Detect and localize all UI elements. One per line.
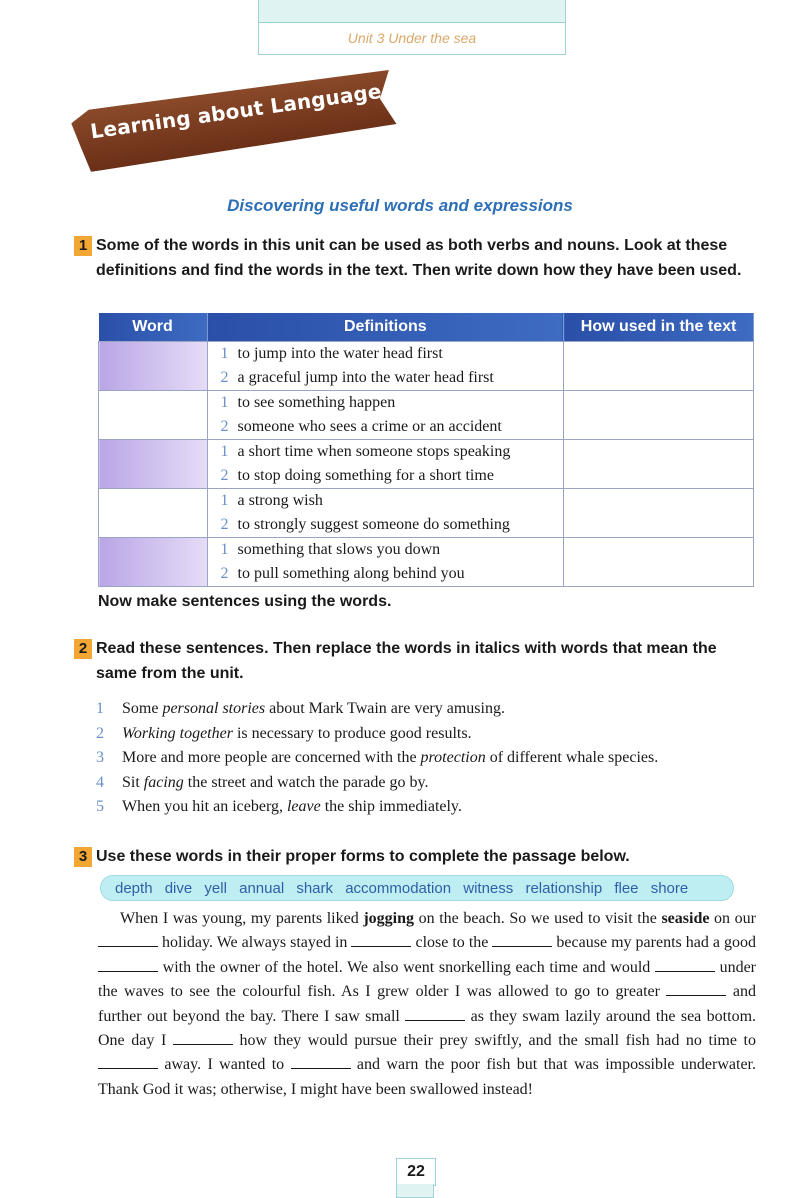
sentence-text: the street and watch the parade go by.	[183, 773, 429, 791]
definition-number: 1	[220, 394, 229, 411]
answer-blank[interactable]	[666, 981, 726, 996]
word-bank-item: dive	[164, 880, 193, 897]
passage-text: under the waves to see the colourful fish. As I grew older I was allowed to go to greater	[98, 958, 756, 1001]
example-answer: seaside	[661, 910, 710, 927]
definition-line	[208, 513, 564, 537]
usage-cell	[564, 538, 754, 587]
header-wave-decoration	[259, 0, 565, 23]
answer-blank[interactable]	[98, 1054, 158, 1069]
col-header-usage: How used in the text	[564, 313, 754, 342]
word-bank-item: flee	[614, 880, 639, 897]
word-cell	[99, 440, 208, 489]
definition-line	[208, 366, 564, 390]
passage-text: and further out beyond the bay. There I saw small	[98, 983, 756, 1025]
sentence-text: the ship immediately.	[320, 798, 462, 815]
definition-line	[208, 415, 564, 439]
page-number-tab	[396, 1184, 434, 1198]
answer-blank[interactable]	[405, 1006, 465, 1021]
usage-cell	[564, 489, 754, 538]
definition-line	[208, 538, 564, 562]
definition-text: someone who sees a crime or an accident	[237, 418, 502, 435]
passage-text: When I was young, my parents liked	[120, 910, 364, 927]
word-bank-item: yell	[204, 880, 227, 897]
sentence-number: 1	[96, 700, 104, 717]
sentence-number: 2	[96, 724, 104, 742]
sentence-text: of different whale species.	[485, 749, 659, 766]
col-header-definitions: Definitions	[207, 313, 564, 342]
definition-text: a graceful jump into the water head first	[237, 369, 494, 386]
page-number: 22	[396, 1158, 436, 1186]
list-item	[96, 697, 756, 722]
definition-text: to jump into the water head first	[237, 345, 443, 362]
word-bank-item: annual	[239, 880, 285, 897]
usage-cell	[564, 391, 754, 440]
definition-line	[208, 440, 564, 464]
list-item	[96, 746, 756, 771]
definition-number: 1	[220, 492, 229, 509]
word-bank	[100, 875, 734, 901]
exercise-1-text: Some of the words in this unit can be used as both verbs and nouns. Look at these definitions and find the words in the text. Then write down how they have been used.	[96, 237, 742, 279]
italic-phrase: facing	[143, 773, 184, 791]
definitions-cell	[207, 440, 564, 489]
definition-text: a short time when someone stops speaking	[237, 443, 511, 460]
exercise-3-number: 3	[74, 847, 92, 867]
cloze-passage	[98, 907, 756, 1102]
word-bank-item: depth	[115, 880, 153, 897]
banner-title: Learning about Language	[88, 78, 383, 144]
word-cell	[99, 342, 208, 391]
sentence-text: When you hit an iceberg,	[122, 798, 287, 815]
sentence-number: 3	[96, 749, 104, 766]
definition-text: to pull something along behind you	[237, 565, 465, 582]
definition-line	[208, 562, 564, 586]
definition-number: 2	[220, 418, 229, 435]
exercise-2-number: 2	[74, 639, 92, 659]
word-bank-item: shore	[650, 880, 689, 897]
word-bank-item: witness	[463, 880, 514, 897]
list-item	[96, 771, 756, 796]
word-cell	[99, 391, 208, 440]
passage-text: close to the	[411, 934, 493, 952]
example-answer: jogging	[363, 910, 415, 927]
table-row	[99, 391, 754, 440]
table-row	[99, 538, 754, 587]
definition-number: 2	[220, 369, 229, 386]
passage-text: on our	[709, 910, 756, 927]
passage-text: holiday. We always stayed in	[158, 934, 352, 952]
sentence-number: 5	[96, 798, 104, 815]
sentence-text: Sit	[122, 773, 144, 791]
italic-phrase: Working together	[122, 724, 233, 742]
italic-phrase: protection	[420, 749, 486, 766]
definitions-cell	[207, 489, 564, 538]
unit-label: Unit 3 Under the sea	[347, 30, 477, 46]
word-bank-item: shark	[296, 880, 334, 897]
table-row	[99, 440, 754, 489]
definition-text: to stop doing something for a short time	[237, 467, 494, 484]
definition-number: 1	[220, 541, 229, 558]
definitions-table	[98, 313, 754, 587]
definition-number: 2	[220, 516, 229, 533]
exercise-1-followup: Now make sentences using the words.	[98, 593, 392, 610]
word-bank-item: relationship	[525, 880, 603, 897]
definition-number: 1	[220, 345, 229, 362]
word-cell	[99, 538, 208, 587]
word-cell	[99, 489, 208, 538]
answer-blank[interactable]	[98, 957, 158, 972]
definition-text: something that slows you down	[237, 541, 441, 558]
definition-line	[208, 489, 564, 513]
definition-line	[208, 342, 564, 366]
exercise-3-instruction	[78, 844, 756, 869]
answer-blank[interactable]	[351, 932, 411, 947]
definition-number: 2	[220, 565, 229, 582]
exercise-1-number: 1	[74, 236, 92, 256]
definitions-cell	[207, 391, 564, 440]
unit-header	[258, 0, 566, 55]
definition-text: to see something happen	[237, 394, 396, 411]
definition-line	[208, 464, 564, 488]
word-bank-item: accommodation	[345, 880, 452, 897]
italic-phrase: leave	[286, 798, 321, 815]
col-header-word: Word	[99, 313, 208, 342]
definition-number: 2	[220, 467, 229, 484]
table-row	[99, 342, 754, 391]
definition-line	[208, 391, 564, 415]
passage-text: how they would pursue their prey swiftly, and the small fish had no time to	[232, 1032, 756, 1050]
sentence-text: More and more people are concerned with the	[122, 749, 421, 766]
exercise-1-instruction	[78, 233, 756, 283]
table-row	[99, 489, 754, 538]
definitions-cell	[207, 538, 564, 587]
usage-cell	[564, 440, 754, 489]
passage-text: because my parents had a good	[552, 934, 757, 952]
section-subtitle: Discovering useful words and expressions	[227, 196, 573, 215]
definitions-table-wrap	[98, 313, 754, 587]
sentence-text: is necessary to produce good results.	[232, 724, 472, 742]
passage-text: on the beach. So we used to visit the	[414, 910, 662, 927]
answer-blank[interactable]	[291, 1054, 351, 1069]
exercise-3-text: Use these words in their proper forms to complete the passage below.	[96, 848, 630, 865]
answer-blank[interactable]	[655, 957, 715, 972]
exercise-2-text: Read these sentences. Then replace the words in italics with words that mean the same from the unit.	[96, 640, 717, 682]
answer-blank[interactable]	[173, 1030, 233, 1045]
list-item	[96, 722, 756, 747]
italic-phrase: personal stories	[162, 700, 266, 717]
passage-text: and warn the poor fish but that was impossible underwater. Thank God it was; otherwise, I might have been swallowed instead!	[98, 1056, 756, 1098]
sentence-text: Some	[122, 700, 163, 717]
definition-text: a strong wish	[237, 492, 323, 509]
passage-text: away. I wanted to	[158, 1056, 291, 1074]
sentence-text: about Mark Twain are very amusing.	[265, 700, 505, 717]
sentence-number: 4	[96, 773, 104, 791]
usage-cell	[564, 342, 754, 391]
definition-number: 1	[220, 443, 229, 460]
answer-blank[interactable]	[98, 932, 158, 947]
definitions-cell	[207, 342, 564, 391]
exercise-2-instruction	[78, 636, 756, 686]
answer-blank[interactable]	[492, 932, 552, 947]
passage-text: as they swam lazily around the sea bottom. One day I	[98, 1007, 757, 1050]
section-banner	[70, 67, 397, 173]
definition-text: to strongly suggest someone do something	[237, 516, 510, 533]
list-item	[96, 795, 756, 820]
exercise-2-sentence-list	[96, 697, 756, 820]
passage-text: with the owner of the hotel. We also went snorkelling each time and would	[158, 958, 655, 976]
